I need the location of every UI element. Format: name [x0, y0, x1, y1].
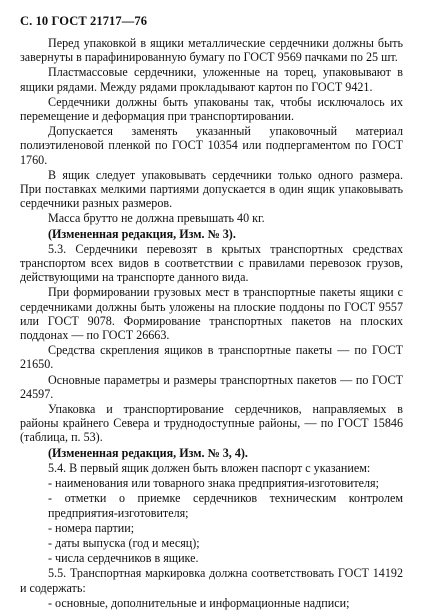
list-item: - отметки о приемке сердечников техническим контролем предприятия-изготовителя;	[48, 491, 403, 520]
paragraph-pallets: При формировании грузовых мест в транспортные пакеты ящики с сердечниками должны быть уложены на плоские поддоны по ГОСТ 9557 или ГОСТ 9078. Формирование транспортных пакетов на плоских поддонах — по ГОСТ 26663.	[20, 285, 403, 343]
list-item: - даты выпуска (год и месяц);	[48, 535, 200, 550]
paragraph-package-params: Основные параметры и размеры транспортных пакетов — по ГОСТ 24597.	[20, 372, 403, 401]
list-item: - числа сердечников в ящике.	[48, 551, 199, 566]
list-item: - номера партии;	[48, 520, 135, 535]
paragraph-fastening: Средства скрепления ящиков в транспортные пакеты — по ГОСТ 21650.	[20, 343, 403, 372]
paragraph-plastic-cores: Пластмассовые сердечники, уложенные на торец, упаковывают в ящики рядами. Между рядами прокладывают картон по ГОСТ 9421.	[20, 65, 403, 94]
paragraph-north-regions: Упаковка и транспортирование сердечников, направляемых в районы крайнего Севера и труднодоступные районы, — по ГОСТ 15846 (таблица, п. 53).	[20, 402, 403, 445]
section-5-4: 5.4. В первый ящик должен быть вложен паспорт с указанием:	[48, 460, 371, 475]
list-item: - наименования или товарного знака предприятия-изготовителя;	[48, 476, 379, 491]
paragraph-packing-secure: Сердечники должны быть упакованы так, чтобы исключалось их перемещение и деформация при транспортировании.	[20, 94, 403, 124]
paragraph-material-replace: Допускается заменять указанный упаковочный материал полиэтиленовой пленкой по ГОСТ 10354 или подпергаментом по ГОСТ 1760.	[20, 124, 403, 167]
paragraph-gross-mass: Масса брутто не должна превышать 40 кг.	[48, 211, 265, 226]
section-5-5: 5.5. Транспортная маркировка должна соответствовать ГОСТ 14192 и содержать:	[20, 566, 403, 595]
revision-note-3: (Измененная редакция, Изм. № 3).	[48, 226, 236, 241]
paragraph-one-size: В ящик следует упаковывать сердечники только одного размера. При поставках мелкими партиями допускается в один ящик упаковывать сердечники разных размеров.	[20, 167, 403, 211]
revision-note-3-4: (Измененная редакция, Изм. № 3, 4).	[48, 445, 248, 460]
paragraph-wrapping: Перед упаковкой в ящики металлические сердечники должны быть завернуты в парафинированную бумагу по ГОСТ 9569 пачками по 25 шт.	[20, 36, 403, 65]
section-5-3: 5.3. Сердечники перевозят в крытых транспортных средствах транспортом всех видов в соответствии с правилами перевозок грузов, действующими на транспорте данного вида.	[20, 241, 403, 285]
list-item: - основные, дополнительные и информационные надписи;	[48, 595, 350, 610]
page-header: С. 10 ГОСТ 21717—76	[20, 14, 148, 28]
